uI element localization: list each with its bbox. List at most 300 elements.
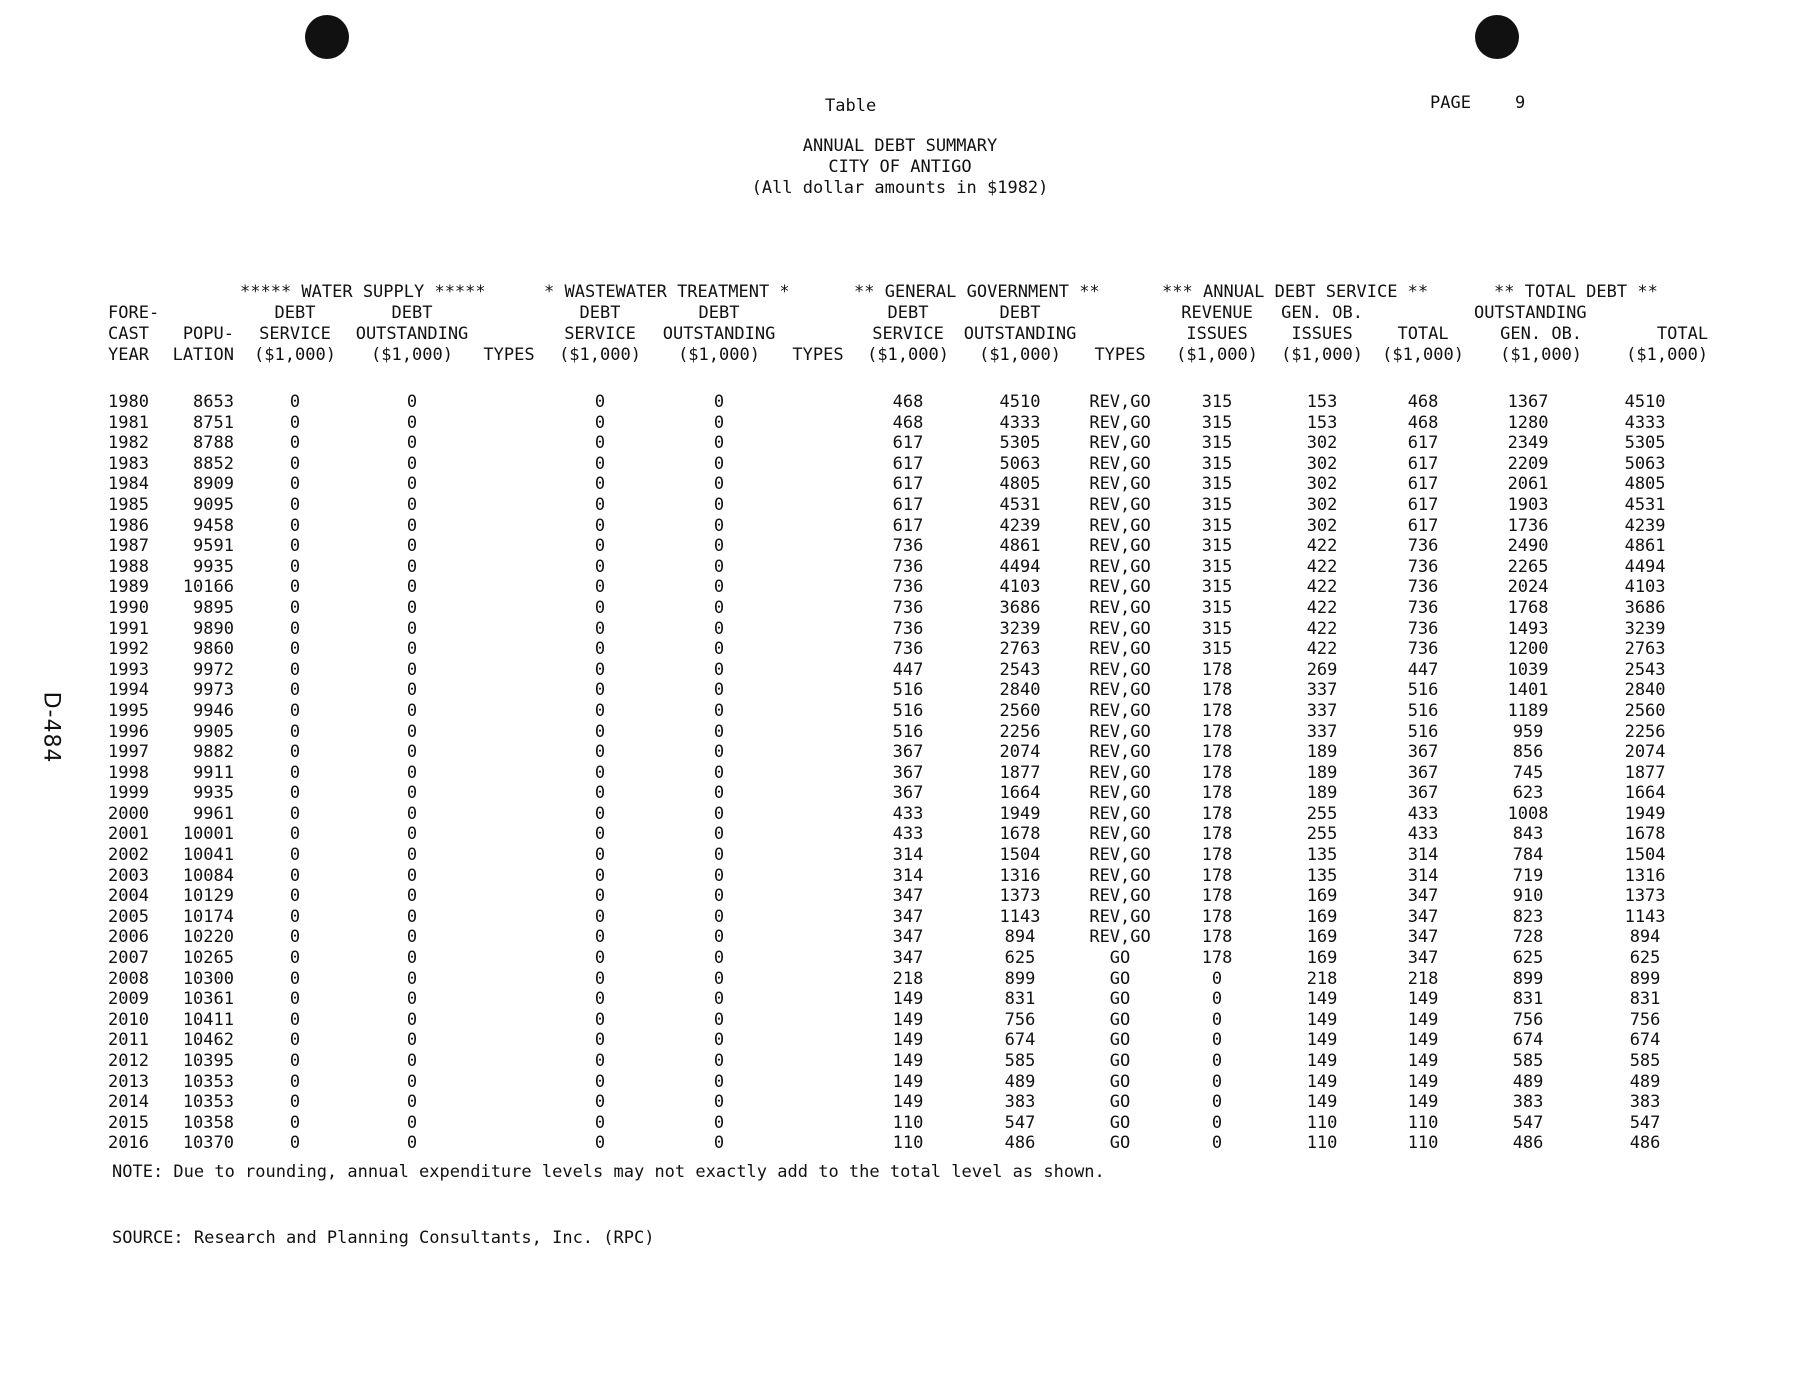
cell-wt-types [782, 495, 854, 516]
cell-wt-types [782, 536, 854, 557]
cell-wt-service: 0 [594, 803, 606, 824]
cell-wt-service: 0 [594, 556, 606, 577]
cell-ws-types [474, 454, 544, 475]
cell-annual-total: 617 [1407, 453, 1439, 474]
cell-wt-types [782, 969, 854, 990]
cell-ws-outstanding: 0 [406, 1071, 418, 1092]
col-header-wt-outstanding: OUTSTANDING [662, 324, 776, 344]
cell-year: 1998 [108, 762, 149, 783]
cell-wt-outstanding: 0 [713, 659, 725, 680]
cell-out-total: 2763 [1624, 639, 1666, 660]
cell-annual-total: 149 [1407, 1051, 1439, 1071]
cell-ws-types [474, 763, 544, 784]
cell-wt-service: 0 [594, 680, 606, 701]
col-header-year: FORE- [108, 303, 160, 323]
cell-ws-outstanding: 0 [406, 474, 418, 495]
cell-out-total: 3239 [1624, 618, 1666, 639]
cell-wt-outstanding: 0 [713, 1133, 725, 1154]
cell-pop: 9895 [193, 597, 234, 618]
cell-gg-service: 736 [892, 556, 924, 577]
cell-ws-service: 0 [289, 1071, 301, 1092]
cell-ws-service: 0 [289, 494, 301, 515]
cell-wt-service: 0 [594, 453, 606, 474]
col-header-wt-outstanding: ($1,000) [678, 345, 760, 365]
cell-out-total: 5305 [1624, 433, 1666, 454]
cell-gen-issues: 135 [1306, 845, 1338, 866]
cell-annual-total: 433 [1407, 803, 1439, 824]
cell-ws-service: 0 [289, 536, 301, 557]
cell-ws-types [474, 639, 544, 660]
cell-ws-types [474, 866, 544, 887]
cell-annual-total: 314 [1407, 845, 1439, 866]
cell-pop: 10370 [182, 1133, 234, 1154]
header-row-1 [108, 303, 1708, 324]
cell-gg-outstanding: 2543 [999, 659, 1041, 680]
cell-wt-types [782, 577, 854, 598]
cell-out-gen: 756 [1512, 1009, 1544, 1030]
cell-ws-types [474, 1113, 544, 1134]
cell-gg-outstanding: 486 [1004, 1133, 1036, 1154]
cell-gen-issues: 218 [1306, 968, 1338, 989]
cell-wt-service: 0 [594, 742, 606, 763]
cell-gen-issues: 422 [1306, 597, 1338, 618]
col-header-gen-issues: GEN. OB. [1281, 303, 1363, 323]
table-row [108, 927, 1708, 948]
cell-rev-issues: 315 [1201, 618, 1233, 639]
col-header-rev-issues: ISSUES [1186, 324, 1248, 344]
cell-gg-service: 110 [892, 1133, 924, 1154]
cell-rev-issues: 0 [1211, 1051, 1223, 1071]
cell-gg-types: REV,GO [1089, 453, 1151, 474]
cell-wt-service: 0 [594, 886, 606, 907]
table-row [108, 536, 1708, 557]
cell-out-total: 831 [1629, 989, 1661, 1010]
cell-gg-types: GO [1109, 1009, 1131, 1030]
cell-gg-types: REV,GO [1089, 783, 1151, 804]
cell-wt-outstanding: 0 [713, 762, 725, 783]
cell-out-total: 1678 [1624, 824, 1666, 845]
cell-ws-types [474, 1092, 544, 1113]
cell-annual-total: 149 [1407, 989, 1439, 1010]
cell-year: 1995 [108, 700, 149, 721]
cell-out-gen: 1367 [1507, 392, 1549, 412]
col-header-gg-outstanding: DEBT [999, 303, 1041, 323]
cell-gg-outstanding: 547 [1004, 1112, 1036, 1133]
cell-gg-service: 149 [892, 1009, 924, 1030]
cell-wt-service: 0 [594, 597, 606, 618]
cell-wt-outstanding: 0 [713, 1030, 725, 1051]
cell-gg-types: REV,GO [1089, 886, 1151, 907]
cell-wt-outstanding: 0 [713, 433, 725, 454]
cell-rev-issues: 0 [1211, 1009, 1223, 1030]
cell-pop: 10220 [182, 927, 234, 948]
cell-ws-outstanding: 0 [406, 700, 418, 721]
cell-gen-issues: 255 [1306, 824, 1338, 845]
cell-wt-outstanding: 0 [713, 515, 725, 536]
cell-ws-types [474, 701, 544, 722]
cell-wt-types [782, 845, 854, 866]
cell-wt-types [782, 639, 854, 660]
cell-out-total: 899 [1629, 968, 1661, 989]
cell-out-total: 4239 [1624, 515, 1666, 536]
cell-gg-outstanding: 4805 [999, 474, 1041, 495]
cell-pop: 9860 [193, 639, 234, 660]
cell-ws-outstanding: 0 [406, 1092, 418, 1113]
cell-annual-total: 736 [1407, 577, 1439, 598]
cell-wt-types [782, 742, 854, 763]
cell-annual-total: 433 [1407, 824, 1439, 845]
cell-rev-issues: 0 [1211, 1071, 1223, 1092]
col-header-ws-service: DEBT [274, 303, 316, 323]
cell-year: 2000 [108, 803, 149, 824]
cell-wt-outstanding: 0 [713, 948, 725, 969]
cell-gen-issues: 255 [1306, 803, 1338, 824]
cell-rev-issues: 315 [1201, 536, 1233, 557]
cell-gg-types: REV,GO [1089, 412, 1151, 433]
cell-gg-service: 314 [892, 845, 924, 866]
cell-gg-types: REV,GO [1089, 803, 1151, 824]
cell-year: 1997 [108, 742, 149, 763]
cell-ws-types [474, 516, 544, 537]
header-row-3 [108, 345, 1708, 366]
cell-ws-types [474, 557, 544, 578]
cell-gg-types: REV,GO [1089, 824, 1151, 845]
cell-out-gen: 831 [1512, 989, 1544, 1010]
cell-out-total: 4494 [1624, 556, 1666, 577]
cell-gg-service: 314 [892, 865, 924, 886]
cell-rev-issues: 0 [1211, 1092, 1223, 1113]
cell-ws-types [474, 433, 544, 454]
cell-wt-types [782, 722, 854, 743]
cell-out-gen: 625 [1512, 948, 1544, 969]
col-header-wt-outstanding: DEBT [698, 303, 740, 323]
cell-gen-issues: 422 [1306, 618, 1338, 639]
cell-out-total: 756 [1629, 1009, 1661, 1030]
cell-pop: 9882 [193, 742, 234, 763]
cell-ws-types [474, 804, 544, 825]
cell-rev-issues: 315 [1201, 577, 1233, 598]
col-header-gen-issues: ($1,000) [1281, 345, 1363, 365]
cell-gg-outstanding: 4861 [999, 536, 1041, 557]
cell-ws-types [474, 413, 544, 434]
page-number: 9 [1515, 93, 1526, 113]
col-header-pop [170, 303, 240, 324]
cell-gg-service: 736 [892, 639, 924, 660]
cell-ws-outstanding: 0 [406, 968, 418, 989]
cell-wt-outstanding: 0 [713, 742, 725, 763]
cell-gg-types: GO [1109, 1112, 1131, 1133]
cell-ws-outstanding: 0 [406, 865, 418, 886]
cell-gg-types: REV,GO [1089, 618, 1151, 639]
cell-gg-outstanding: 674 [1004, 1030, 1036, 1051]
cell-annual-total: 149 [1407, 1092, 1439, 1113]
cell-ws-service: 0 [289, 948, 301, 969]
cell-pop: 10129 [182, 886, 234, 907]
cell-gg-service: 516 [892, 680, 924, 701]
title-line-2: CITY OF ANTIGO [828, 157, 972, 177]
cell-annual-total: 347 [1407, 886, 1439, 907]
cell-out-gen: 1768 [1507, 597, 1549, 618]
col-header-pop: LATION [172, 345, 234, 365]
cell-wt-types [782, 454, 854, 475]
cell-gg-outstanding: 1373 [999, 886, 1041, 907]
cell-wt-outstanding: 0 [713, 1009, 725, 1030]
cell-gen-issues: 302 [1306, 494, 1338, 515]
cell-year: 1991 [108, 618, 149, 639]
cell-gg-types: GO [1109, 1071, 1131, 1092]
cell-out-gen: 784 [1512, 845, 1544, 866]
cell-pop: 10395 [182, 1051, 234, 1071]
col-header-year: CAST [108, 324, 149, 344]
cell-out-total: 547 [1629, 1112, 1661, 1133]
cell-gg-service: 468 [892, 392, 924, 412]
cell-ws-outstanding: 0 [406, 1133, 418, 1154]
cell-gg-types: REV,GO [1089, 536, 1151, 557]
cell-rev-issues: 178 [1201, 762, 1233, 783]
cell-ws-outstanding: 0 [406, 824, 418, 845]
cell-year: 2005 [108, 906, 149, 927]
cell-pop: 9458 [193, 515, 234, 536]
col-header-annual-total [1372, 303, 1474, 324]
cell-wt-outstanding: 0 [713, 845, 725, 866]
cell-out-total: 2543 [1624, 659, 1666, 680]
cell-wt-types [782, 1051, 854, 1072]
cell-wt-outstanding: 0 [713, 1112, 725, 1133]
cell-wt-service: 0 [594, 1071, 606, 1092]
cell-out-gen: 1493 [1507, 618, 1549, 639]
cell-annual-total: 149 [1407, 1009, 1439, 1030]
cell-ws-outstanding: 0 [406, 639, 418, 660]
cell-ws-outstanding: 0 [406, 597, 418, 618]
cell-out-gen: 2349 [1507, 433, 1549, 454]
cell-ws-service: 0 [289, 392, 301, 412]
cell-gg-outstanding: 1143 [999, 906, 1041, 927]
cell-out-total: 894 [1629, 927, 1661, 948]
col-header-gg-types [1078, 324, 1162, 345]
cell-gen-issues: 149 [1306, 1071, 1338, 1092]
cell-out-gen: 585 [1512, 1051, 1544, 1071]
cell-year: 1989 [108, 577, 149, 598]
cell-rev-issues: 0 [1211, 1133, 1223, 1154]
cell-ws-types [474, 783, 544, 804]
cell-ws-outstanding: 0 [406, 680, 418, 701]
cell-out-total: 4103 [1624, 577, 1666, 598]
cell-wt-types [782, 989, 854, 1010]
cell-gg-service: 736 [892, 536, 924, 557]
cell-gg-service: 617 [892, 494, 924, 515]
cell-ws-service: 0 [289, 886, 301, 907]
cell-ws-outstanding: 0 [406, 742, 418, 763]
cell-gg-outstanding: 831 [1004, 989, 1036, 1010]
cell-wt-service: 0 [594, 968, 606, 989]
cell-wt-outstanding: 0 [713, 412, 725, 433]
table-row [108, 907, 1708, 928]
table-row [108, 845, 1708, 866]
cell-wt-outstanding: 0 [713, 494, 725, 515]
table-row [108, 763, 1708, 784]
cell-ws-service: 0 [289, 906, 301, 927]
cell-gen-issues: 302 [1306, 474, 1338, 495]
cell-wt-outstanding: 0 [713, 597, 725, 618]
title-line-3: (All dollar amounts in $1982) [751, 178, 1049, 198]
cell-wt-service: 0 [594, 783, 606, 804]
cell-pop: 9972 [193, 659, 234, 680]
cell-annual-total: 110 [1407, 1133, 1439, 1154]
cell-out-gen: 489 [1512, 1071, 1544, 1092]
cell-ws-types [474, 969, 544, 990]
cell-wt-outstanding: 0 [713, 906, 725, 927]
col-header-wt-service: ($1,000) [559, 345, 641, 365]
cell-gg-types: REV,GO [1089, 392, 1151, 412]
cell-annual-total: 447 [1407, 659, 1439, 680]
cell-ws-outstanding: 0 [406, 762, 418, 783]
cell-ws-service: 0 [289, 865, 301, 886]
cell-gg-service: 347 [892, 886, 924, 907]
col-header-out-gen: ($1,000) [1500, 345, 1583, 365]
cell-wt-types [782, 557, 854, 578]
col-header-out-gen: GEN. OB. [1500, 324, 1583, 344]
cell-out-gen: 910 [1512, 886, 1544, 907]
cell-wt-service: 0 [594, 721, 606, 742]
cell-wt-types [782, 619, 854, 640]
cell-wt-service: 0 [594, 989, 606, 1010]
cell-annual-total: 617 [1407, 515, 1439, 536]
cell-wt-outstanding: 0 [713, 865, 725, 886]
cell-annual-total: 736 [1407, 597, 1439, 618]
cell-gg-types: REV,GO [1089, 597, 1151, 618]
cell-pop: 10265 [182, 948, 234, 969]
cell-out-total: 4333 [1624, 412, 1666, 433]
table-title [720, 136, 1080, 199]
cell-wt-outstanding: 0 [713, 803, 725, 824]
binder-hole-right [1475, 15, 1519, 59]
cell-year: 2003 [108, 865, 149, 886]
cell-annual-total: 516 [1407, 680, 1439, 701]
cell-wt-service: 0 [594, 1051, 606, 1071]
cell-ws-outstanding: 0 [406, 659, 418, 680]
cell-out-total: 2074 [1624, 742, 1666, 763]
cell-ws-service: 0 [289, 1051, 301, 1071]
table-row [108, 804, 1708, 825]
cell-ws-service: 0 [289, 433, 301, 454]
cell-ws-outstanding: 0 [406, 577, 418, 598]
cell-ws-outstanding: 0 [406, 433, 418, 454]
cell-gg-outstanding: 1504 [999, 845, 1041, 866]
cell-rev-issues: 315 [1201, 515, 1233, 536]
cell-ws-outstanding: 0 [406, 536, 418, 557]
table-row [108, 1113, 1708, 1134]
cell-gg-outstanding: 756 [1004, 1009, 1036, 1030]
cell-wt-types [782, 824, 854, 845]
cell-pop: 10041 [182, 845, 234, 866]
cell-ws-service: 0 [289, 659, 301, 680]
cell-out-gen: 745 [1512, 762, 1544, 783]
cell-ws-types [474, 886, 544, 907]
cell-gg-outstanding: 4494 [999, 556, 1041, 577]
cell-wt-types [782, 598, 854, 619]
cell-annual-total: 110 [1407, 1112, 1439, 1133]
cell-wt-outstanding: 0 [713, 721, 725, 742]
cell-gen-issues: 153 [1306, 392, 1338, 412]
cell-annual-total: 468 [1407, 412, 1439, 433]
cell-out-total: 4510 [1624, 392, 1666, 412]
table-row [108, 1051, 1708, 1072]
cell-gg-service: 516 [892, 700, 924, 721]
cell-year: 2016 [108, 1133, 149, 1154]
cell-gen-issues: 149 [1306, 1051, 1338, 1071]
cell-ws-service: 0 [289, 412, 301, 433]
cell-out-total: 1949 [1624, 803, 1666, 824]
cell-annual-total: 736 [1407, 618, 1439, 639]
table-row [108, 742, 1708, 763]
cell-gen-issues: 149 [1306, 989, 1338, 1010]
page-label: PAGE [1430, 93, 1471, 113]
cell-rev-issues: 178 [1201, 906, 1233, 927]
cell-year: 1990 [108, 597, 149, 618]
cell-wt-types [782, 474, 854, 495]
table-row [108, 433, 1708, 454]
cell-pop: 9095 [193, 494, 234, 515]
col-header-out-total: TOTAL [1656, 324, 1709, 344]
cell-gg-service: 433 [892, 803, 924, 824]
col-header-gg-types: TYPES [1094, 345, 1146, 365]
cell-gg-service: 617 [892, 453, 924, 474]
cell-out-total: 383 [1629, 1092, 1661, 1113]
cell-ws-types [474, 948, 544, 969]
cell-ws-outstanding: 0 [406, 1112, 418, 1133]
cell-wt-types [782, 413, 854, 434]
cell-year: 1988 [108, 556, 149, 577]
cell-gg-outstanding: 1877 [999, 762, 1041, 783]
cell-wt-types [782, 1072, 854, 1093]
annual-debt-table [108, 282, 1708, 1154]
cell-ws-types [474, 927, 544, 948]
table-label: Table [825, 96, 877, 116]
col-header-ws-types [474, 324, 544, 345]
cell-rev-issues: 0 [1211, 1030, 1223, 1051]
cell-ws-service: 0 [289, 1092, 301, 1113]
cell-ws-types [474, 577, 544, 598]
table-row [108, 824, 1708, 845]
cell-ws-service: 0 [289, 1030, 301, 1051]
col-header-rev-issues: REVENUE [1181, 303, 1253, 323]
cell-rev-issues: 178 [1201, 948, 1233, 969]
cell-out-gen: 1736 [1507, 515, 1549, 536]
cell-ws-types [474, 474, 544, 495]
cell-ws-outstanding: 0 [406, 927, 418, 948]
cell-ws-outstanding: 0 [406, 1030, 418, 1051]
cell-gg-service: 367 [892, 742, 924, 763]
cell-pop: 8751 [193, 412, 234, 433]
cell-gen-issues: 169 [1306, 906, 1338, 927]
cell-ws-service: 0 [289, 824, 301, 845]
cell-pop: 9935 [193, 556, 234, 577]
cell-gen-issues: 149 [1306, 1092, 1338, 1113]
cell-ws-service: 0 [289, 1133, 301, 1154]
cell-ws-outstanding: 0 [406, 412, 418, 433]
cell-wt-service: 0 [594, 1133, 606, 1154]
cell-ws-types [474, 366, 544, 413]
table-row [108, 1030, 1708, 1051]
cell-gg-types: REV,GO [1089, 845, 1151, 866]
cell-rev-issues: 178 [1201, 659, 1233, 680]
cell-ws-service: 0 [289, 803, 301, 824]
cell-ws-service: 0 [289, 989, 301, 1010]
col-header-wt-types [782, 303, 854, 324]
cell-ws-outstanding: 0 [406, 886, 418, 907]
col-header-ws-types [474, 303, 544, 324]
cell-wt-types [782, 1030, 854, 1051]
